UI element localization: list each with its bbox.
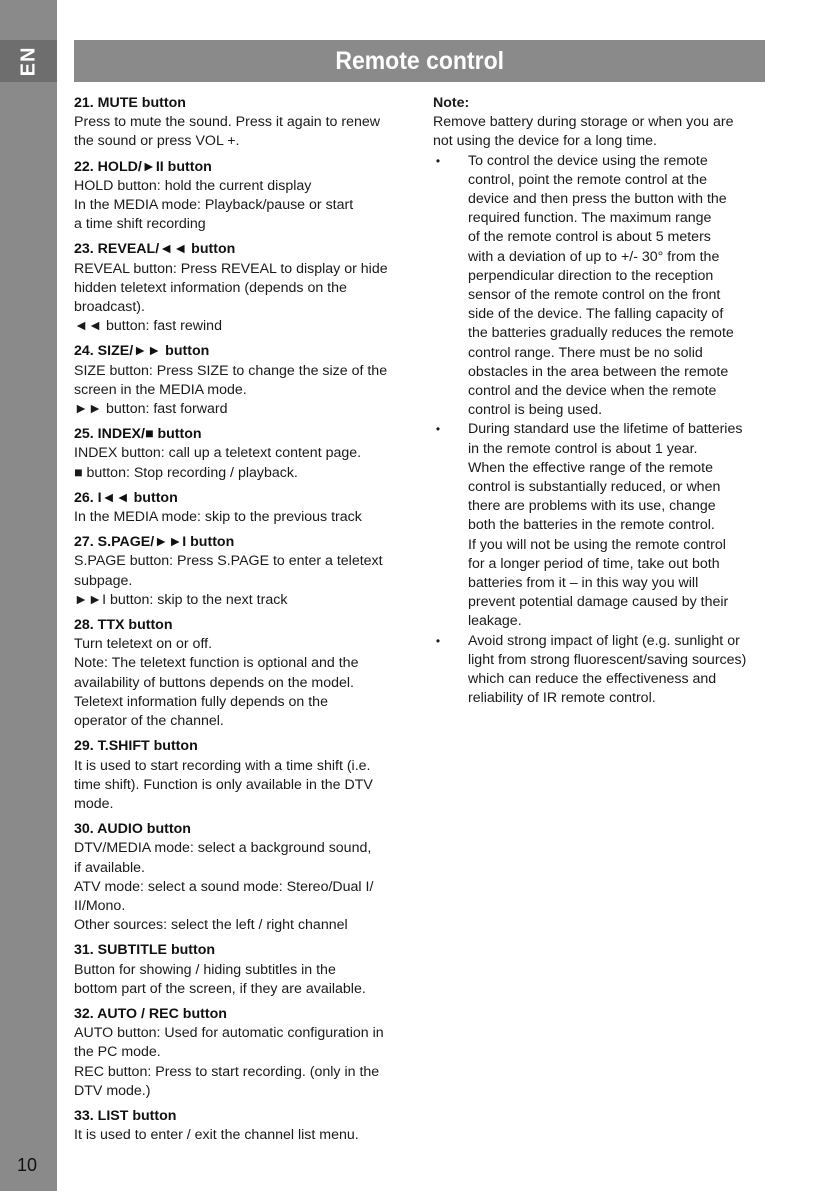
note-bullet-line: light from strong fluorescent/saving sources) bbox=[468, 651, 747, 668]
note-bullet-line: both the batteries in the remote control. bbox=[468, 517, 715, 534]
note-bullet-line: To control the device using the remote bbox=[468, 152, 708, 169]
note-bullet-line: side of the device. The falling capacity of bbox=[468, 306, 724, 323]
button-description-section bbox=[74, 94, 414, 152]
section-text-line: bottom part of the screen, if they are available. bbox=[74, 980, 366, 997]
button-description-section bbox=[74, 489, 414, 527]
section-text-line: HOLD button: hold the current display bbox=[74, 177, 312, 194]
section-text-line: ►►I button: skip to the next track bbox=[74, 591, 288, 608]
note-bullet-line: with a deviation of up to +/- 30° from the bbox=[468, 248, 720, 265]
section-text-line: Note: The teletext function is optional and the bbox=[74, 655, 359, 672]
note-bullet-line: sensor of the remote control on the front bbox=[468, 287, 721, 304]
section-heading: 23. REVEAL/◄◄ button bbox=[74, 241, 236, 258]
section-text-line: the sound or press VOL +. bbox=[74, 133, 240, 150]
note-bullet-line: required function. The maximum range bbox=[468, 210, 712, 227]
section-text-line: broadcast). bbox=[74, 299, 145, 316]
note-bullet-line: When the effective range of the remote bbox=[468, 459, 714, 476]
note-bullets bbox=[433, 152, 773, 709]
section-text-line: a time shift recording bbox=[74, 216, 206, 233]
section-text-line: DTV mode.) bbox=[74, 1082, 151, 1099]
right-column bbox=[433, 94, 773, 709]
section-text-line: Other sources: select the left / right channel bbox=[74, 917, 348, 934]
side-strip bbox=[0, 0, 57, 1191]
button-description-section bbox=[74, 533, 414, 610]
section-text-line: operator of the channel. bbox=[74, 713, 224, 730]
bullet-dot: • bbox=[435, 422, 441, 437]
note-bullet-line: device and then press the button with the bbox=[468, 191, 727, 208]
section-text-line: It is used to enter / exit the channel list menu. bbox=[74, 1127, 359, 1144]
page-number: 10 bbox=[17, 1155, 38, 1175]
section-text-line: Turn teletext on or off. bbox=[74, 636, 213, 653]
note-bullet-line: control is substantially reduced, or when bbox=[468, 479, 721, 496]
section-text-line: ◄◄ button: fast rewind bbox=[74, 318, 222, 335]
button-description-section bbox=[74, 342, 414, 419]
note-bullet-line: which can reduce the effectiveness and bbox=[468, 671, 717, 688]
note-bullet-line: in the remote control is about 1 year. bbox=[468, 440, 698, 457]
section-text-line: DTV/MEDIA mode: select a background sound, bbox=[74, 840, 372, 857]
section-heading: 27. S.PAGE/►►I button bbox=[74, 534, 235, 551]
note-bullet-line: the batteries gradually reduces the remote bbox=[468, 325, 734, 342]
left-column bbox=[74, 94, 414, 1151]
section-heading: 32. AUTO / REC button bbox=[74, 1005, 227, 1022]
section-text-line: availability of buttons depends on the model. bbox=[74, 674, 354, 691]
note-bullet-line: there are problems with its use, change bbox=[468, 498, 716, 515]
section-text-line: SIZE button: Press SIZE to change the size of the bbox=[74, 362, 388, 379]
section-text-line: ATV mode: select a sound mode: Stereo/Dual I/ bbox=[74, 878, 374, 895]
note-bullet-line: control range. There must be no solid bbox=[468, 344, 703, 361]
page-title: Remote control bbox=[335, 46, 504, 75]
section-text-line: mode. bbox=[74, 795, 114, 812]
button-description-section bbox=[74, 158, 414, 235]
section-heading: 33. LIST button bbox=[74, 1107, 177, 1124]
button-description-section bbox=[74, 737, 414, 814]
section-text-line: ►► button: fast forward bbox=[74, 401, 228, 418]
note-bullet-line: control and the device when the remote bbox=[468, 383, 717, 400]
note-bullet-line: If you will not be using the remote control bbox=[468, 536, 726, 553]
bullet-dot: • bbox=[435, 153, 441, 168]
section-text-line: the PC mode. bbox=[74, 1044, 161, 1061]
note-bullet-line: batteries from it – in this way you will bbox=[468, 575, 699, 592]
note-bullet-item bbox=[433, 632, 773, 709]
section-text-line: time shift). Function is only available in the DTV bbox=[74, 776, 373, 793]
section-text-line: II/Mono. bbox=[74, 897, 126, 914]
section-heading: 21. MUTE button bbox=[74, 95, 186, 111]
section-heading: 22. HOLD/►II button bbox=[74, 158, 212, 175]
section-text-line: INDEX button: call up a teletext content page. bbox=[74, 445, 362, 462]
section-text-line: Button for showing / hiding subtitles in the bbox=[74, 961, 336, 978]
button-description-section bbox=[74, 240, 414, 336]
section-text-line: Teletext information fully depends on the bbox=[74, 693, 328, 710]
language-tab-label: EN bbox=[16, 46, 39, 76]
note-bullet-line: During standard use the lifetime of batteries bbox=[468, 421, 743, 438]
button-description-section bbox=[74, 425, 414, 483]
note-bullet-item bbox=[433, 420, 773, 631]
note-bullet-line: obstacles in the area between the remote bbox=[468, 363, 729, 380]
section-text-line: REVEAL button: Press REVEAL to display or hide bbox=[74, 260, 388, 277]
title-bar bbox=[74, 40, 765, 82]
note-intro-line: Remove battery during storage or when you are bbox=[433, 114, 734, 131]
note-bullet-line: leakage. bbox=[468, 613, 522, 630]
section-heading: 26. I◄◄ button bbox=[74, 489, 178, 506]
section-text-line: subpage. bbox=[74, 572, 133, 589]
section-text-line: ■ button: Stop recording / playback. bbox=[74, 464, 298, 481]
section-text-line: In the MEDIA mode: skip to the previous track bbox=[74, 509, 362, 526]
button-description-section bbox=[74, 941, 414, 999]
note-bullet-line: reliability of IR remote control. bbox=[468, 690, 656, 707]
section-heading: 24. SIZE/►► button bbox=[74, 343, 210, 360]
note-bullet-line: perpendicular direction to the reception bbox=[468, 267, 714, 284]
note-bullet-line: for a longer period of time, take out both bbox=[468, 555, 720, 572]
note-bullet-line: of the remote control is about 5 meters bbox=[468, 229, 711, 246]
bullet-dot: • bbox=[435, 633, 441, 648]
note-intro bbox=[433, 113, 773, 151]
section-text-line: hidden teletext information (depends on the bbox=[74, 279, 347, 296]
section-text-line: In the MEDIA mode: Playback/pause or start bbox=[74, 197, 354, 214]
section-heading: 28. TTX button bbox=[74, 617, 173, 634]
section-text-line: Press to mute the sound. Press it again to renew bbox=[74, 114, 380, 131]
section-heading: 25. INDEX/■ button bbox=[74, 426, 202, 443]
section-text-line: REC button: Press to start recording. (only in the bbox=[74, 1063, 380, 1080]
section-text-line: It is used to start recording with a time shift (i.e. bbox=[74, 757, 371, 774]
note-bullet-line: prevent potential damage caused by their bbox=[468, 594, 729, 611]
button-description-section bbox=[74, 1107, 414, 1145]
language-tab bbox=[0, 40, 57, 82]
note-bullet-line: control is being used. bbox=[468, 402, 603, 419]
section-text-line: S.PAGE button: Press S.PAGE to enter a teletext bbox=[74, 553, 383, 570]
section-heading: 31. SUBTITLE button bbox=[74, 942, 216, 959]
note-bullet-line: control, point the remote control at the bbox=[468, 171, 707, 188]
note-bullet-item bbox=[433, 152, 773, 421]
section-heading: 30. AUDIO button bbox=[74, 821, 191, 838]
note-intro-line: not using the device for a long time. bbox=[433, 133, 657, 150]
section-text-line: AUTO button: Used for automatic configuration in bbox=[74, 1025, 384, 1042]
note-title: Note: bbox=[433, 95, 470, 111]
section-heading: 29. T.SHIFT button bbox=[74, 738, 198, 755]
section-text-line: screen in the MEDIA mode. bbox=[74, 381, 247, 398]
section-text-line: if available. bbox=[74, 859, 145, 876]
button-description-section bbox=[74, 820, 414, 935]
button-description-section bbox=[74, 1005, 414, 1101]
button-description-section bbox=[74, 616, 414, 731]
note-bullet-line: Avoid strong impact of light (e.g. sunlight or bbox=[468, 632, 740, 649]
